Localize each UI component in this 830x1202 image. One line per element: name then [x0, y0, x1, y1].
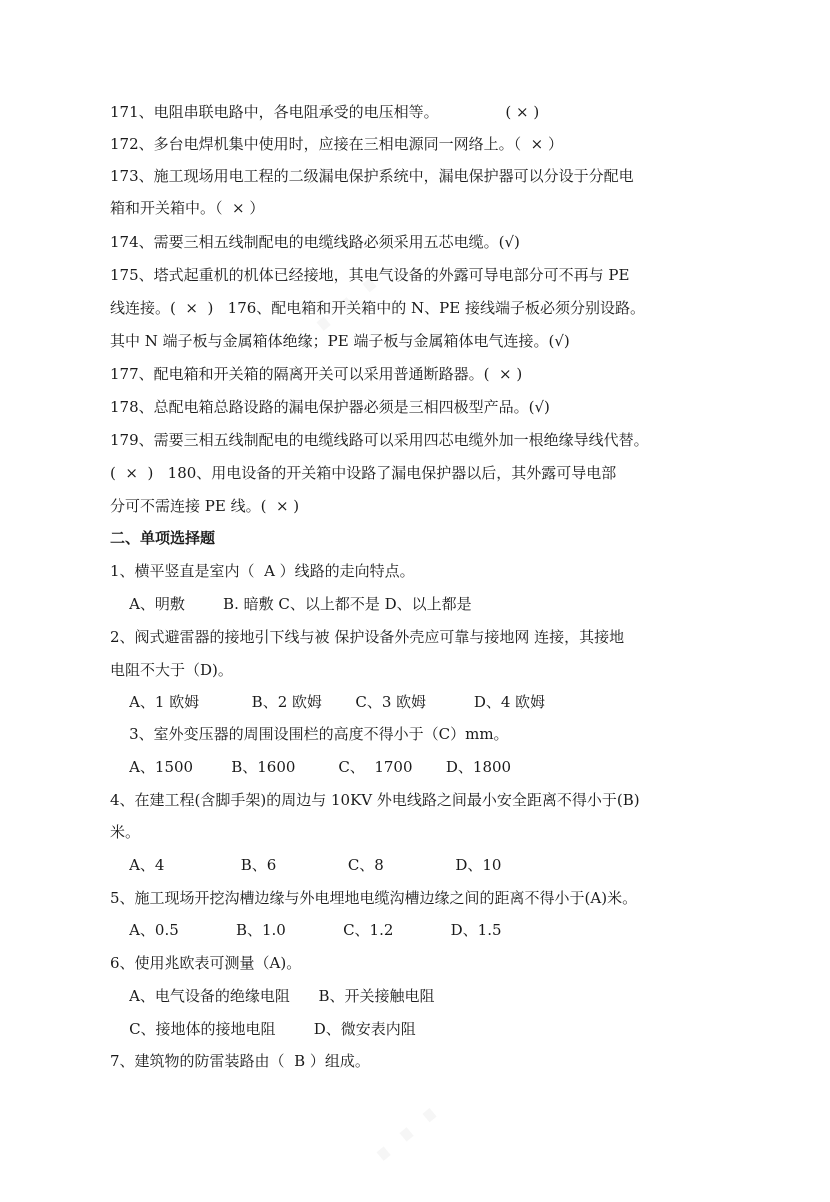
question-173-line2: 箱和开关箱中。（ × ）: [110, 199, 265, 217]
question-176-line2: 其中 N 端子板与金属箱体绝缘；PE 端子板与金属箱体电气连接。(√): [110, 332, 570, 350]
choice-q5-options: A、0.5 B、1.0 C、1.2 D、1.5: [110, 921, 502, 939]
section-heading: 二、单项选择题: [110, 529, 216, 547]
question-178: 178、总配电箱总路设路的漏电保护器必须是三相四极型产品。(√): [110, 398, 550, 416]
question-177: 177、配电箱和开关箱的隔离开关可以采用普通断路器。( × ): [110, 365, 523, 383]
choice-q7: 7、建筑物的防雷装路由（ B ）组成。: [110, 1052, 370, 1070]
choice-q5: 5、施工现场开挖沟槽边缘与外电埋地电缆沟槽边缘之间的距离不得小于(A)米。: [110, 889, 638, 907]
question-180-line2: 分可不需连接 PE 线。( × ): [110, 497, 300, 515]
choice-q4-line2: 米。: [110, 823, 141, 841]
question-175-line1: 175、塔式起重机的机体已经接地，其电气设备的外露可导电部分可不再与 PE: [110, 266, 630, 284]
question-179-180-line: ( × ) 180、用电设备的开关箱中设路了漏电保护器以后，其外露可导电部: [110, 464, 617, 482]
question-174: 174、需要三相五线制配电的电缆线路必须采用五芯电缆。(√): [110, 233, 520, 251]
choice-q6-options-2: C、接地体的接地电阻 D、微安表内阻: [110, 1020, 416, 1038]
choice-q3: 3、室外变压器的周围设围栏的高度不得小于（C）mm。: [110, 725, 509, 743]
question-179-line1: 179、需要三相五线制配电的电缆线路可以采用四芯电缆外加一根绝缘导线代替。: [110, 431, 649, 449]
choice-q6: 6、使用兆欧表可测量（A)。: [110, 954, 302, 972]
choice-q4-line1: 4、在建工程(含脚手架)的周边与 10KV 外电线路之间最小安全距离不得小于(B): [110, 791, 640, 809]
choice-q6-options-1: A、电气设备的绝缘电阻 B、开关接触电阻: [110, 987, 435, 1005]
choice-q1-options: A、明敷 B. 暗敷 C、以上都不是 D、以上都是: [110, 595, 472, 613]
choice-q2-line2: 电阻不大于（D)。: [110, 661, 233, 679]
choice-q2-options: A、1 欧姆 B、2 欧姆 C、3 欧姆 D、4 欧姆: [110, 693, 546, 711]
choice-q3-options: A、1500 B、1600 C、 1700 D、1800: [110, 758, 512, 776]
choice-q2-line1: 2、阀式避雷器的接地引下线与被 保护设备外壳应可靠与接地网 连接，其接地: [110, 628, 625, 646]
question-172: 172、多台电焊机集中使用时，应接在三相电源同一网络上。（ × ）: [110, 135, 564, 153]
question-171: 171、电阻串联电路中，各电阻承受的电压相等。 ( × ): [110, 103, 540, 121]
question-173-line1: 173、施工现场用电工程的二级漏电保护系统中，漏电保护器可以分设于分配电: [110, 167, 634, 185]
choice-q1: 1、横平竖直是室内（ A ）线路的走向特点。: [110, 562, 415, 580]
watermark-bottom: [337, 1063, 473, 1201]
question-175-176-line: 线连接。( × ) 176、配电箱和开关箱中的 N、PE 接线端子板必须分别设路。: [110, 299, 645, 317]
choice-q4-options: A、4 B、6 C、8 D、10: [110, 856, 502, 874]
